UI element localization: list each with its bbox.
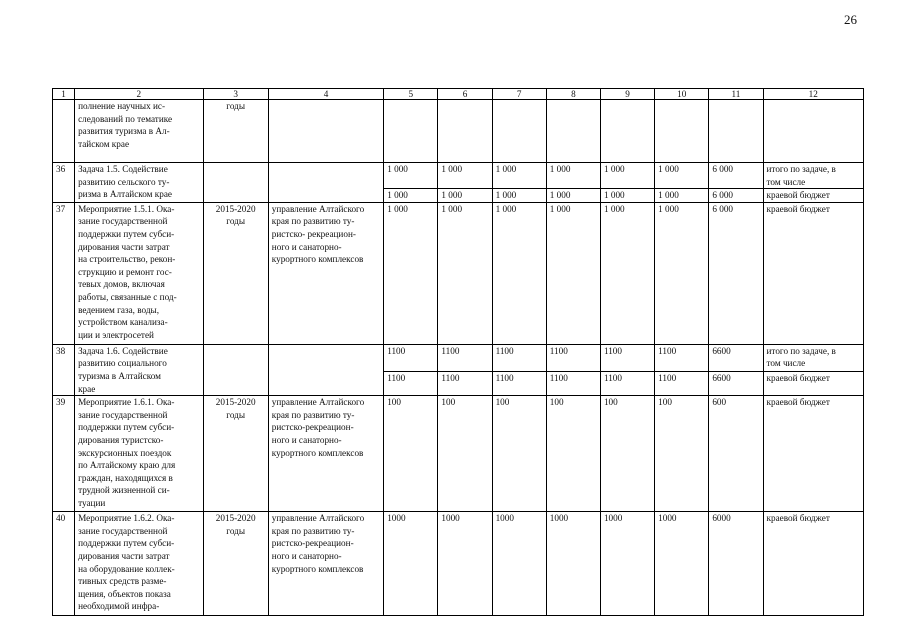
column-header: 9 [600, 89, 654, 100]
value-cell: 1 000 [546, 202, 600, 344]
value-cell: 1 000 [438, 189, 492, 203]
column-header: 11 [709, 89, 763, 100]
value-cell: 100 [655, 396, 709, 512]
total-cell: 6600 [709, 344, 763, 371]
value-cell: 1 000 [600, 202, 654, 344]
source-cell [763, 100, 863, 163]
header-row [53, 89, 864, 100]
agency-cell [268, 163, 383, 203]
row-number: 40 [53, 512, 75, 616]
budget-table [52, 88, 864, 616]
table-row [53, 512, 864, 616]
value-cell: 1100 [546, 344, 600, 371]
source-cell: краевой бюджет [763, 512, 863, 616]
value-cell [655, 100, 709, 163]
measure-name: полнение научных ис- следований по тематике развития туризма в Ал- тайском крае [75, 100, 203, 163]
value-cell: 100 [438, 396, 492, 512]
value-cell: 1100 [384, 344, 438, 371]
row-number: 39 [53, 396, 75, 512]
source-cell: итого по задаче, в том числе [763, 163, 863, 189]
agency-cell [268, 344, 383, 395]
total-cell: 6600 [709, 371, 763, 396]
value-cell: 1000 [546, 512, 600, 616]
value-cell: 1000 [492, 512, 546, 616]
value-cell [600, 100, 654, 163]
column-header: 12 [763, 89, 863, 100]
value-cell: 100 [600, 396, 654, 512]
total-cell: 6 000 [709, 202, 763, 344]
years-cell [203, 344, 268, 395]
value-cell: 1100 [600, 344, 654, 371]
table-row [53, 396, 864, 512]
page-number: 26 [844, 12, 857, 27]
total-cell: 6 000 [709, 189, 763, 203]
measure-name: Мероприятие 1.6.2. Ока- зание государственной поддержки путем субси- дирования части затрат на оборудование коллек- тивных средств разме- щения, объектов показа необходимой инфра- [75, 512, 203, 616]
value-cell: 1 000 [655, 163, 709, 189]
source-cell: краевой бюджет [763, 396, 863, 512]
column-header: 3 [203, 89, 268, 100]
value-cell [384, 100, 438, 163]
value-cell: 1100 [438, 371, 492, 396]
column-header: 10 [655, 89, 709, 100]
task-name: Задача 1.6. Содействие развитию социального туризма в Алтайском крае [75, 344, 203, 395]
source-cell: краевой бюджет [763, 189, 863, 203]
value-cell: 1100 [655, 344, 709, 371]
table-row [53, 344, 864, 371]
table-row [53, 202, 864, 344]
table-row [53, 163, 864, 189]
value-cell: 100 [384, 396, 438, 512]
row-number: 36 [53, 163, 75, 203]
value-cell: 1100 [600, 371, 654, 396]
value-cell: 1100 [438, 344, 492, 371]
source-cell: краевой бюджет [763, 371, 863, 396]
value-cell [492, 100, 546, 163]
measure-name: Мероприятие 1.6.1. Ока- зание государственной поддержки путем субси- дирования туристско- экскурсионных поездок по Алтайскому краю для граждан, находящихся в трудной жизненной си- туации [75, 396, 203, 512]
value-cell: 1000 [384, 512, 438, 616]
value-cell: 1 000 [384, 202, 438, 344]
row-number: 38 [53, 344, 75, 395]
total-cell: 6000 [709, 512, 763, 616]
value-cell: 1 000 [546, 163, 600, 189]
measure-name: Мероприятие 1.5.1. Ока- зание государственной поддержки путем субси- дирования части затрат на строительство, рекон- струкцию и ремонт гос- тевых домов, включая работы, связанные с под- ведением газа, воды, устройством канализа- ции и электросетей [75, 202, 203, 344]
value-cell: 1 000 [655, 189, 709, 203]
total-cell: 6 000 [709, 163, 763, 189]
value-cell: 1100 [492, 344, 546, 371]
source-cell: краевой бюджет [763, 202, 863, 344]
row-number: 37 [53, 202, 75, 344]
years-cell [203, 163, 268, 203]
value-cell [709, 100, 763, 163]
table-row [53, 100, 864, 163]
column-header: 7 [492, 89, 546, 100]
value-cell: 1 000 [384, 163, 438, 189]
agency-cell [268, 100, 383, 163]
total-cell: 600 [709, 396, 763, 512]
column-header: 4 [268, 89, 383, 100]
value-cell: 1 000 [384, 189, 438, 203]
value-cell: 1 000 [492, 189, 546, 203]
source-cell: итого по задаче, в том числе [763, 344, 863, 371]
column-header: 8 [546, 89, 600, 100]
years-cell: 2015-2020 годы [203, 202, 268, 344]
column-header: 6 [438, 89, 492, 100]
value-cell: 1 000 [438, 163, 492, 189]
column-header: 2 [75, 89, 203, 100]
value-cell: 1 000 [438, 202, 492, 344]
value-cell: 1100 [492, 371, 546, 396]
agency-cell: управление Алтайского края по развитию ту- ристско-рекреацион- ного и санаторно- курортного комплексов [268, 512, 383, 616]
value-cell: 1 000 [492, 163, 546, 189]
years-cell: 2015-2020 годы [203, 512, 268, 616]
value-cell [546, 100, 600, 163]
value-cell: 1 000 [546, 189, 600, 203]
value-cell: 1 000 [492, 202, 546, 344]
value-cell: 1 000 [600, 189, 654, 203]
years-cell: годы [203, 100, 268, 163]
value-cell: 1000 [438, 512, 492, 616]
value-cell [438, 100, 492, 163]
agency-cell: управление Алтайского края по развитию ту- ристско-рекреацион- ного и санаторно- курортного комплексов [268, 396, 383, 512]
column-header: 5 [384, 89, 438, 100]
task-name: Задача 1.5. Содействие развитию сельского ту- ризма в Алтайском крае [75, 163, 203, 203]
value-cell: 1000 [655, 512, 709, 616]
value-cell: 1100 [546, 371, 600, 396]
column-header: 1 [53, 89, 75, 100]
value-cell: 1 000 [655, 202, 709, 344]
value-cell: 1100 [384, 371, 438, 396]
agency-cell: управление Алтайского края по развитию ту- ристско- рекреацион- ного и санаторно- курортного комплексов [268, 202, 383, 344]
value-cell: 100 [492, 396, 546, 512]
row-number [53, 100, 75, 163]
value-cell: 100 [546, 396, 600, 512]
value-cell: 1000 [600, 512, 654, 616]
years-cell: 2015-2020 годы [203, 396, 268, 512]
value-cell: 1 000 [600, 163, 654, 189]
value-cell: 1100 [655, 371, 709, 396]
